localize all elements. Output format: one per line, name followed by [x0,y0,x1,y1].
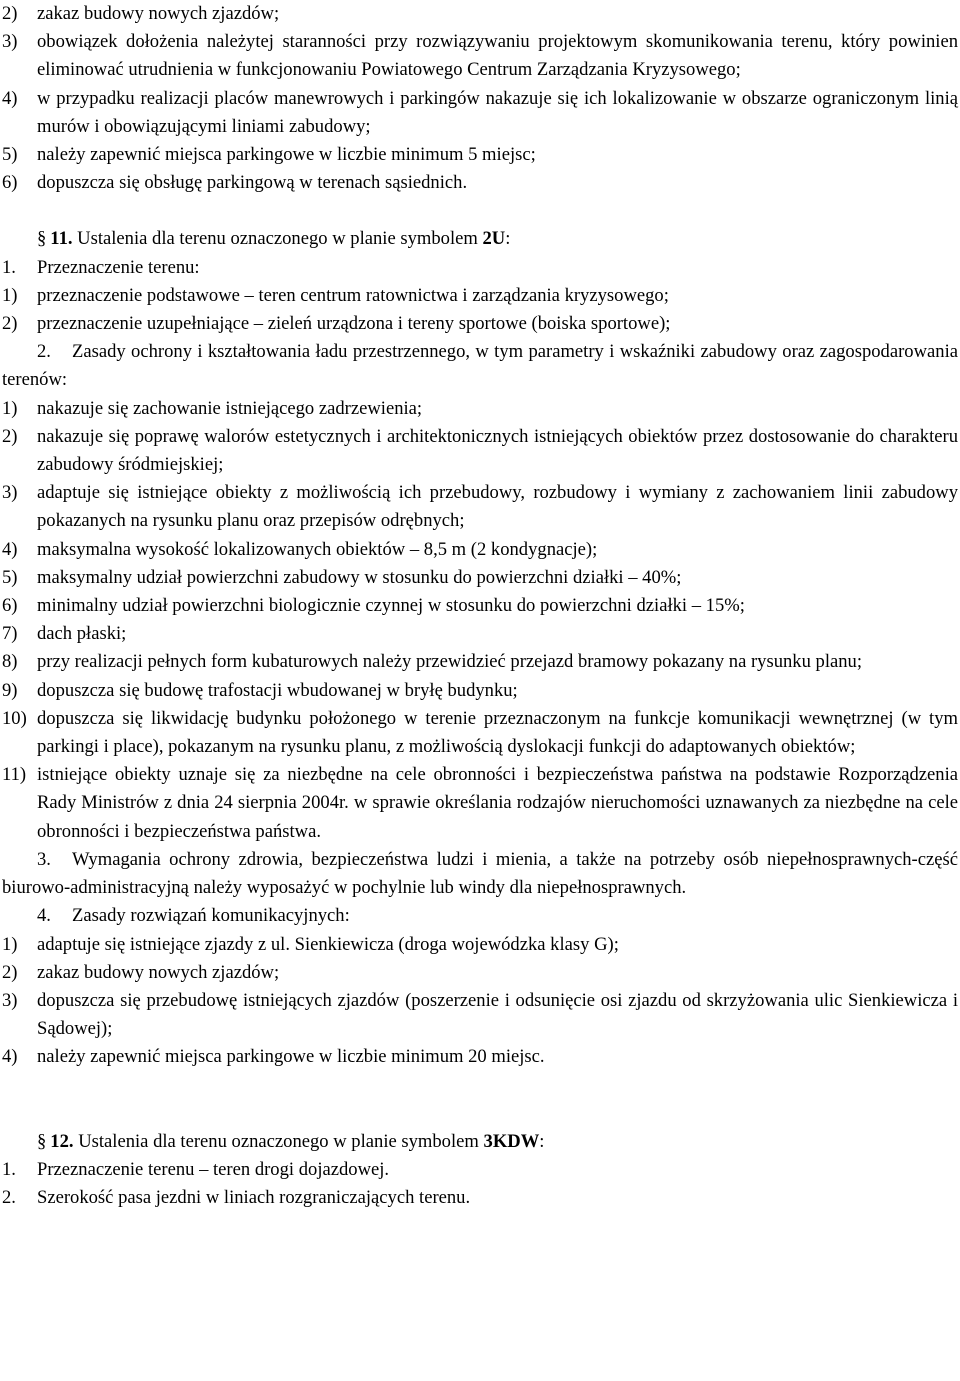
section-11 [2,225,958,1071]
section-number: 11. [50,228,73,250]
list-item: 11) istniejące obiekty uznaje się za niezbędne na cele obronności i bezpieczeństwa państwa na podstawie Rozporządzenia Rady Ministrów z dnia 24 sierpnia 2004r. w sprawie określania rodzajów nieruchomości uznawanych za niezbędne na cele obronności i bezpieczeństwa państwa. [2,764,958,842]
section-12 [2,1128,958,1213]
list-item: 1. Przeznaczenie terenu – teren drogi dojazdowej. [2,1158,390,1180]
list-item: 3) obowiązek dołożenia należytej staranności przy rozwiązywaniu projektowym skomunikowania terenu, który powinien eliminować utrudnienia w funkcjonowaniu Powiatowego Centrum Zarządzania Kryzysowego; [2,31,958,81]
section-symbol: § [37,228,47,250]
list-item: 2) nakazuje się poprawę walorów estetycznych i architektonicznych istniejących obiektów przez dostosowanie do charakteru zabudowy śródmiejskiej; [2,425,958,476]
list-item: 4) w przypadku realizacji placów manewrowych i parkingów nakazuje się ich lokalizowanie w obszarze ograniczonym linią murów i obowiązującymi liniami zabudowy; [2,87,958,137]
list-item: 3) adaptuje się istniejące obiekty z możliwością ich przebudowy, rozbudowy i wymiany z zachowaniem linii zabudowy pokazanych na rysunku planu oraz przepisów odrębnych; [2,482,958,532]
list-item: 6) minimalny udział powierzchni biologicznie czynnej w stosunku do powierzchni działki – 15%; [2,595,745,617]
paragraph-3: 3. Wymagania ochrony zdrowia, bezpieczeństwa ludzi i mienia, a także na potrzeby osób niepełnosprawnych-część biurowo-administracyjną należy wyposażyć w pochylnie lub windy dla niepełnosprawnych. [2,848,958,899]
section-symbol: § [37,1130,47,1152]
list-item: 9) dopuszcza się budowę trafostacji wbudowanej w bryłę budynku; [2,679,518,701]
section-heading-text: Ustalenia dla terenu oznaczonego w planie symbolem [78,1130,479,1152]
list-item: 4) maksymalna wysokość lokalizowanych obiektów – 8,5 m (2 kondygnacje); [2,538,598,560]
document-page [2,0,958,1212]
list-item: 1) nakazuje się zachowanie istniejącego zadrzewienia; [2,397,423,419]
section-heading: § 12. Ustalenia dla terenu oznaczonego w planie symbolem 3KDW: [37,1130,545,1152]
list-item: 1) przeznaczenie podstawowe – teren centrum ratownictwa i zarządzania kryzysowego; [2,284,669,306]
list-item: 2) przeznaczenie uzupełniające – zieleń urządzona i tereny sportowe (boiska sportowe); [2,313,671,335]
section-number: 12. [50,1130,74,1152]
paragraph-2: 2. Zasady ochrony i kształtowania ładu przestrzennego, w tym parametry i wskaźniki zabudowy oraz zagospodarowania terenów: [2,341,958,391]
list-item: 2) zakaz budowy nowych zjazdów; [2,961,280,983]
list-item: 2. Szerokość pasa jezdni w liniach rozgraniczających terenu. [2,1186,471,1208]
list-item: 8) przy realizacji pełnych form kubaturowych należy przewidzieć przejazd bramowy pokazany na rysunku planu; [2,651,863,673]
section-heading: § 11. Ustalenia dla terenu oznaczonego w planie symbolem 2U: [37,228,511,250]
list-item: 2) zakaz budowy nowych zjazdów; [2,3,280,24]
list-item: 5) maksymalny udział powierzchni zabudowy w stosunku do powierzchni działki – 40%; [2,566,682,588]
section-heading-text: Ustalenia dla terenu oznaczonego w planie symbolem [77,228,478,250]
list-item: 10) dopuszcza się likwidację budynku położonego w terenie przeznaczonym na funkcje komunikacji wewnętrznej (w tym parkingi i place), pokazanym na rysunku planu, z możliwością dyslokacji funkcji do adaptowanych obiektów; [2,707,958,758]
list-item: 5) należy zapewnić miejsca parkingowe w liczbie minimum 5 miejsc; [2,144,536,166]
prev-section-tail [2,0,958,197]
list-item: 3) dopuszcza się przebudowę istniejących zjazdów (poszerzenie i odsunięcie osi zjazdu od skrzyżowania ulic Sienkiewicza i Sądowej); [2,989,958,1040]
paragraph-4: 4. Zasady rozwiązań komunikacyjnych: [37,905,350,927]
list-item: 7) dach płaski; [2,623,127,645]
list-item: 6) dopuszcza się obsługę parkingową w terenach sąsiednich. [2,172,468,194]
list-item: 4) należy zapewnić miejsca parkingowe w liczbie minimum 20 miejsc. [2,1046,545,1068]
paragraph-1: 1. Przeznaczenie terenu: [2,256,200,278]
list-item: 1) adaptuje się istniejące zjazdy z ul. Sienkiewicza (droga wojewódzka klasy G); [2,933,619,955]
section-code: 3KDW [483,1130,540,1152]
section-code: 2U [482,228,506,250]
